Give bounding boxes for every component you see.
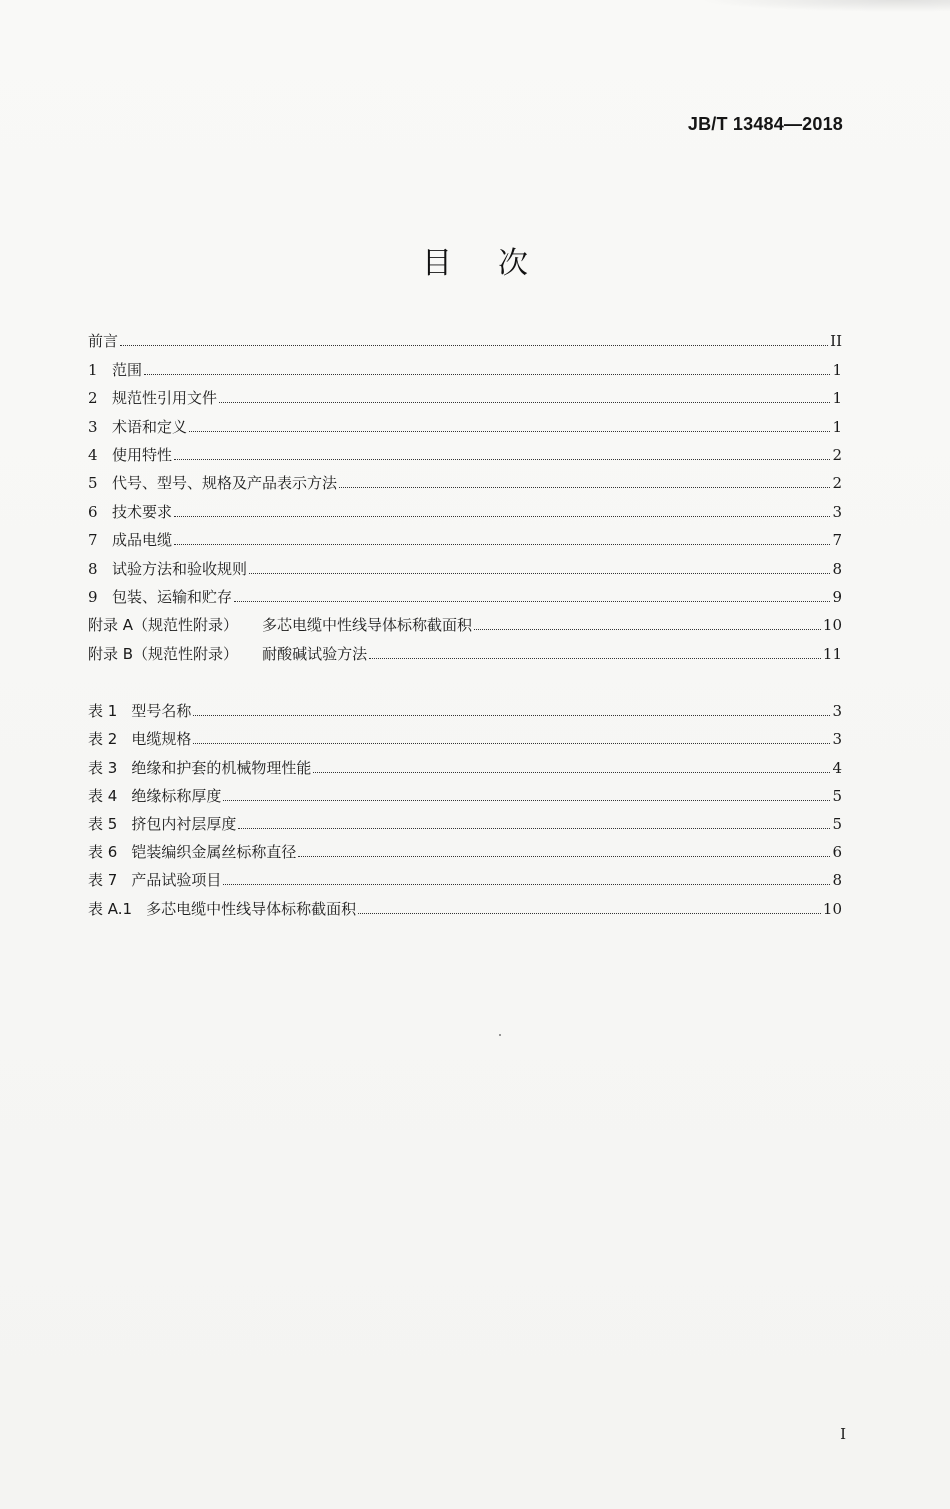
- toc-entry-page: 3: [832, 502, 842, 521]
- table-number: 表 4: [88, 786, 118, 805]
- leader-dots: [234, 600, 830, 602]
- toc-entry-page: 11: [822, 644, 842, 663]
- table-entry-label: 多芯电缆中性线导体标称截面积: [146, 899, 357, 918]
- toc-entry-page: 8: [832, 559, 842, 578]
- toc-entry-annex[interactable]: [88, 606, 842, 634]
- toc-entry-page: 7: [832, 531, 842, 550]
- table-entry-label: 电缆规格: [131, 730, 192, 749]
- toc-entry-page: 10: [822, 616, 842, 635]
- toc-entry-label: 技术要求: [112, 502, 173, 521]
- table-entry[interactable]: [88, 805, 842, 833]
- table-entry-page: 8: [832, 871, 842, 890]
- toc-entry-page: 2: [832, 474, 842, 493]
- page-title: 目次: [422, 246, 574, 281]
- toc-entry[interactable]: [88, 492, 842, 520]
- table-entry-label: 产品试验项目: [131, 871, 222, 890]
- leader-dots: [238, 827, 830, 829]
- table-number: 表 7: [88, 871, 118, 890]
- leader-dots: [223, 799, 830, 801]
- toc-entry-label: 范围: [112, 360, 143, 379]
- table-entry-label: 挤包内衬层厚度: [131, 814, 237, 833]
- leader-dots: [219, 401, 830, 403]
- table-entry[interactable]: [88, 861, 842, 889]
- table-entry-page: 10: [822, 899, 842, 918]
- leader-dots: [223, 883, 830, 885]
- table-number: 表 A.1: [88, 899, 133, 918]
- table-entry-label: 型号名称: [131, 702, 192, 721]
- leader-dots: [144, 373, 830, 375]
- leader-dots: [174, 458, 830, 460]
- table-number: 表 3: [88, 758, 118, 777]
- table-entry[interactable]: [88, 692, 842, 720]
- toc-entry[interactable]: [88, 322, 842, 350]
- toc-entry-page: 1: [832, 360, 842, 379]
- toc-entry-number: 1: [88, 360, 98, 379]
- leader-dots: [358, 912, 821, 914]
- toc-entry-label: 试验方法和验收规则: [112, 559, 248, 578]
- table-list: [88, 692, 842, 918]
- toc-entry-number: 2: [88, 389, 98, 408]
- leader-dots: [369, 657, 821, 659]
- toc-entry-number: 4: [88, 445, 98, 464]
- toc-entry-label: 成品电缆: [112, 531, 173, 550]
- toc-entry-number: 9: [88, 587, 98, 606]
- toc-entry-annex[interactable]: [88, 634, 842, 662]
- scan-speck: [499, 1034, 501, 1036]
- toc-entry-page: 1: [832, 389, 842, 408]
- table-number: 表 5: [88, 814, 118, 833]
- toc-entry-page: 2: [832, 445, 842, 464]
- toc-entry[interactable]: [88, 578, 842, 606]
- toc-entry-label: 术语和定义: [112, 417, 188, 436]
- table-entry[interactable]: [88, 889, 842, 917]
- leader-dots: [189, 430, 830, 432]
- leader-dots: [474, 628, 821, 630]
- toc-entry-page: II: [830, 332, 842, 351]
- table-number: 表 2: [88, 730, 118, 749]
- toc-entry-number: 5: [88, 474, 98, 493]
- table-entry[interactable]: [88, 777, 842, 805]
- table-entry-label: 绝缘和护套的机械物理性能: [131, 758, 312, 777]
- table-entry[interactable]: [88, 748, 842, 776]
- leader-dots: [193, 742, 830, 744]
- toc-entry-label: 使用特性: [112, 445, 173, 464]
- table-number: 表 6: [88, 843, 118, 862]
- toc-entry[interactable]: [88, 350, 842, 378]
- toc-entry-label: 规范性引用文件: [112, 389, 218, 408]
- leader-dots: [298, 855, 830, 857]
- toc-entry-number: 8: [88, 559, 98, 578]
- toc-entry-label: 代号、型号、规格及产品表示方法: [112, 474, 338, 493]
- leader-dots: [174, 515, 830, 517]
- toc-entry-label: 耐酸碱试验方法: [262, 644, 368, 663]
- table-entry-label: 铠装编织金属丝标称直径: [131, 843, 297, 862]
- annex-prefix: 附录 A（规范性附录）: [88, 616, 239, 635]
- table-entry[interactable]: [88, 833, 842, 861]
- toc-entry[interactable]: [88, 436, 842, 464]
- toc-entry-page: 9: [832, 587, 842, 606]
- toc-list: [88, 322, 842, 663]
- leader-dots: [120, 344, 828, 346]
- leader-dots: [174, 543, 830, 545]
- toc-entry[interactable]: [88, 464, 842, 492]
- table-entry-page: 6: [832, 843, 842, 862]
- table-entry[interactable]: [88, 720, 842, 748]
- table-entry-page: 5: [832, 814, 842, 833]
- page-number: I: [840, 1425, 846, 1443]
- toc-entry[interactable]: [88, 379, 842, 407]
- document-code: JB/T 13484—2018: [687, 114, 843, 134]
- toc-entry[interactable]: [88, 521, 842, 549]
- toc-entry-page: 1: [832, 417, 842, 436]
- table-entry-page: 5: [832, 786, 842, 805]
- leader-dots: [193, 714, 830, 716]
- toc-entry[interactable]: [88, 407, 842, 435]
- leader-dots: [249, 572, 830, 574]
- toc-entry-number: 6: [88, 502, 98, 521]
- leader-dots: [313, 771, 830, 773]
- toc-entry-label: 包装、运输和贮存: [112, 587, 233, 606]
- table-entry-page: 4: [832, 758, 842, 777]
- toc-entry-number: 3: [88, 417, 98, 436]
- annex-prefix: 附录 B（规范性附录）: [88, 644, 239, 663]
- table-entry-page: 3: [832, 702, 842, 721]
- toc-entry[interactable]: [88, 549, 842, 577]
- toc-entry-label: 前言: [88, 332, 119, 351]
- table-entry-page: 3: [832, 730, 842, 749]
- scan-shadow: [700, 0, 950, 12]
- table-number: 表 1: [88, 702, 118, 721]
- toc-entry-number: 7: [88, 531, 98, 550]
- leader-dots: [339, 486, 830, 488]
- toc-entry-label: 多芯电缆中性线导体标称截面积: [262, 616, 473, 635]
- table-entry-label: 绝缘标称厚度: [131, 786, 222, 805]
